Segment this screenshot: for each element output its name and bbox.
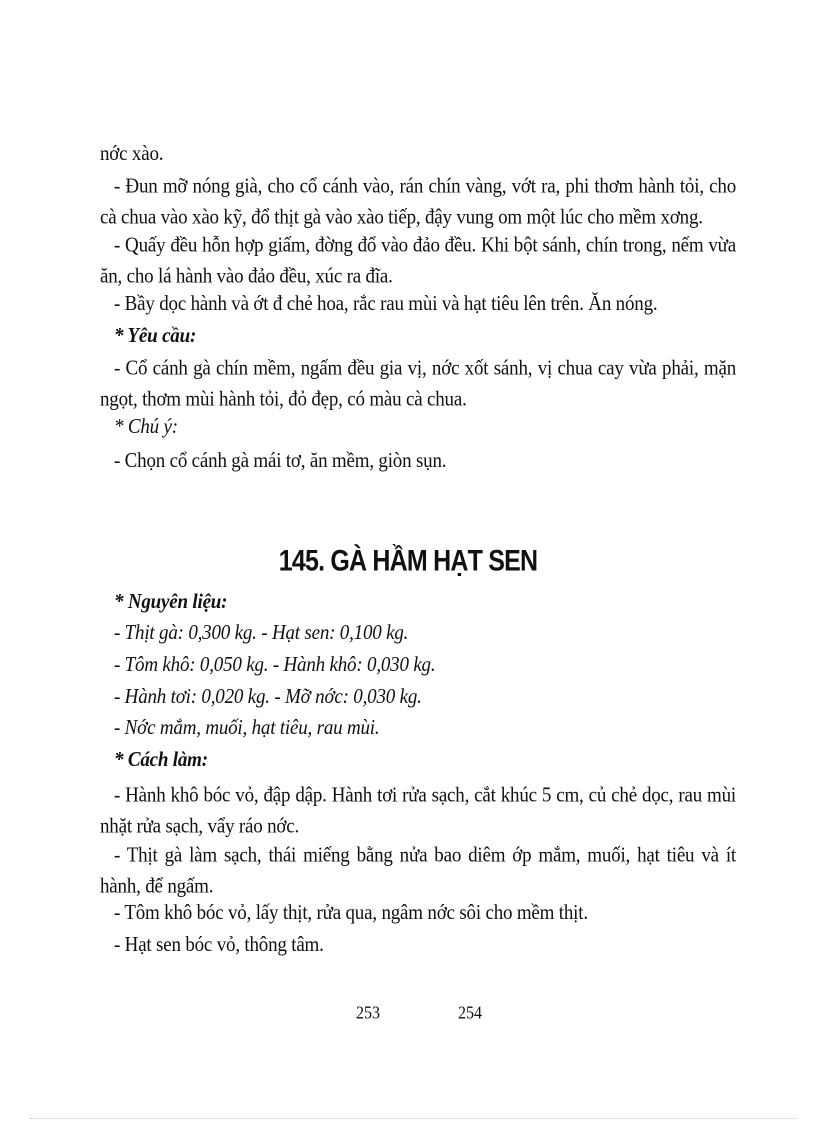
footer-divider [30, 1118, 796, 1119]
ingredient-line: - Tôm khô: 0,050 kg. - Hành khô: 0,030 kg. [114, 653, 436, 677]
ingredient-line: - Nớc mắm, muối, hạt tiêu, rau mùi. [114, 716, 380, 740]
section-heading-cach-lam: * Cách làm: [114, 748, 208, 772]
paragraph: - Cổ cánh gà chín mềm, ngấm đều gia vị, nớc xốt sánh, vị chua cay vừa phải, mặn ngọt, thơm mùi hành tỏi, đỏ đẹp, có màu cà chua. [100, 356, 736, 412]
section-heading-yeu-cau: * Yêu cầu: [114, 324, 197, 348]
text-line: - Chọn cổ cánh gà mái tơ, ăn mềm, giòn sụn. [114, 449, 447, 473]
ingredient-line: - Hành tơi: 0,020 kg. - Mỡ nớc: 0,030 kg. [114, 685, 422, 709]
page-number-right: 254 [458, 1004, 482, 1023]
text-line: - Hạt sen bóc vỏ, thông tâm. [114, 933, 324, 957]
paragraph: - Đun mỡ nóng già, cho cổ cánh vào, rán chín vàng, vớt ra, phi thơm hành tỏi, cho cà chua vào xào kỹ, đổ thịt gà vào xào tiếp, đậy vung om một lúc cho mềm xơng. [100, 174, 736, 230]
recipe-title: 145. GÀ HẦM HẠT SEN [278, 544, 538, 578]
ingredient-line: - Thịt gà: 0,300 kg. - Hạt sen: 0,100 kg. [114, 621, 409, 645]
text-line: nớc xào. [100, 142, 164, 166]
paragraph: - Thịt gà làm sạch, thái miếng bằng nửa bao diêm ớp mắm, muối, hạt tiêu và ít hành, để ngấm. [100, 843, 736, 899]
section-heading-nguyen-lieu: * Nguyên liệu: [114, 590, 228, 614]
page-number-left: 253 [356, 1004, 380, 1023]
text-line: - Bầy dọc hành và ớt đ chẻ hoa, rắc rau mùi và hạt tiêu lên trên. Ăn nóng. [114, 292, 658, 316]
section-heading-chu-y: * Chú ý: [114, 415, 178, 439]
paragraph: - Quấy đều hỗn hợp giấm, đờng đổ vào đảo đều. Khi bột sánh, chín trong, nếm vừa ăn, cho lá hành vào đảo đều, xúc ra đĩa. [100, 233, 736, 289]
paragraph: - Hành khô bóc vỏ, đập dập. Hành tơi rửa sạch, cắt khúc 5 cm, củ chẻ dọc, rau mùi nhặt rửa sạch, vẩy ráo nớc. [100, 783, 736, 839]
text-line: - Tôm khô bóc vỏ, lấy thịt, rửa qua, ngâm nớc sôi cho mềm thịt. [114, 901, 588, 925]
